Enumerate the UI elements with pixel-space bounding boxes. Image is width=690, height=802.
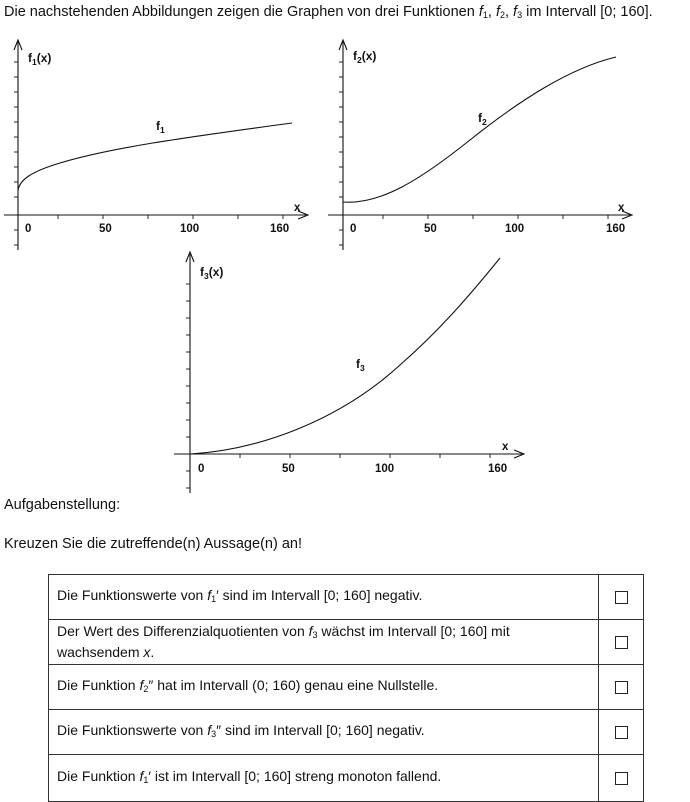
statement-text: Der Wert des Differenzialquotienten von $f_3$ wächst im Intervall [0; 160] mit wachsendem x.	[49, 620, 599, 665]
graph-f2-x-label: x	[618, 202, 625, 214]
graph-f2	[328, 40, 632, 250]
graph-f1-y-label: $f_1(x)$	[28, 51, 52, 67]
instruction-text: Kreuzen Sie die zutreffende(n) Aussage(n) an!	[4, 536, 302, 552]
graph-f3-tick-0: 0	[198, 463, 205, 475]
graph-f1-x-label: x	[294, 202, 301, 214]
graph-f2-tick-100: 100	[505, 223, 525, 235]
graph-f2-curve-label: $f_2$	[478, 111, 487, 127]
statement-row	[49, 710, 644, 755]
graph-f1-tick-0: 0	[25, 223, 32, 235]
graph-f1-x-ticks	[58, 215, 283, 219]
graph-f3-curve-label: $f_3$	[356, 357, 365, 373]
graph-f3-x-ticks	[240, 454, 490, 458]
intro-text: Die nachstehenden Abbildungen zeigen die Graphen von drei Funktionen $f_1$, $f_2$, $f_3$ im Intervall [0; 160].	[4, 4, 653, 20]
graph-f1-tick-100: 100	[180, 223, 200, 235]
graph-f2-y-ticks	[339, 62, 343, 245]
statement-text: Die Funktion $f_1'$ ist im Intervall [0; 160] streng monoton fallend.	[49, 755, 599, 802]
graph-f2-tick-160: 160	[606, 223, 626, 235]
graph-f3	[174, 252, 524, 493]
graph-f3-tick-50: 50	[282, 463, 295, 475]
statement-row	[49, 665, 644, 710]
graph-f1-y-ticks	[14, 62, 18, 245]
graph-f1-tick-50: 50	[99, 223, 112, 235]
graph-f2-x-ticks	[383, 215, 608, 219]
graph-f1	[4, 40, 308, 250]
graph-f3-x-label: x	[502, 441, 509, 453]
graph-f1-tick-160: 160	[270, 223, 290, 235]
graph-f1-curve-label: $f_1$	[156, 119, 165, 135]
checkbox[interactable]	[615, 636, 628, 649]
graph-f3-tick-160: 160	[488, 463, 508, 475]
graph-f2-y-label: $f_2(x)$	[353, 49, 377, 65]
statement-checkbox-cell[interactable]	[599, 665, 644, 710]
checkbox[interactable]	[615, 726, 628, 739]
statement-table	[48, 574, 644, 802]
graph-f2-tick-50: 50	[424, 223, 437, 235]
statement-row	[49, 755, 644, 802]
checkbox[interactable]	[615, 681, 628, 694]
statement-text: Die Funktionswerte von $f_3''$ sind im Intervall [0; 160] negativ.	[49, 710, 599, 755]
checkbox[interactable]	[615, 772, 628, 785]
statement-checkbox-cell[interactable]	[599, 755, 644, 802]
statement-checkbox-cell[interactable]	[599, 710, 644, 755]
statement-checkbox-cell[interactable]	[599, 575, 644, 620]
graph-f2-curve	[343, 57, 616, 202]
statement-text: Die Funktion $f_2''$ hat im Intervall (0; 160) genau eine Nullstelle.	[49, 665, 599, 710]
graph-f3-y-ticks	[186, 284, 190, 488]
checkbox[interactable]	[615, 591, 628, 604]
graph-f1-curve	[18, 123, 292, 190]
graph-f2-tick-0: 0	[350, 223, 357, 235]
statement-row	[49, 575, 644, 620]
statement-checkbox-cell[interactable]	[599, 620, 644, 665]
graph-f3-curve	[190, 258, 500, 454]
statement-text: Die Funktionswerte von $f_1'$ sind im Intervall [0; 160] negativ.	[49, 575, 599, 620]
graph-f3-tick-100: 100	[375, 463, 395, 475]
graph-f3-y-label: $f_3(x)$	[200, 265, 224, 281]
statement-row	[49, 620, 644, 665]
task-title: Aufgabenstellung:	[4, 497, 121, 513]
